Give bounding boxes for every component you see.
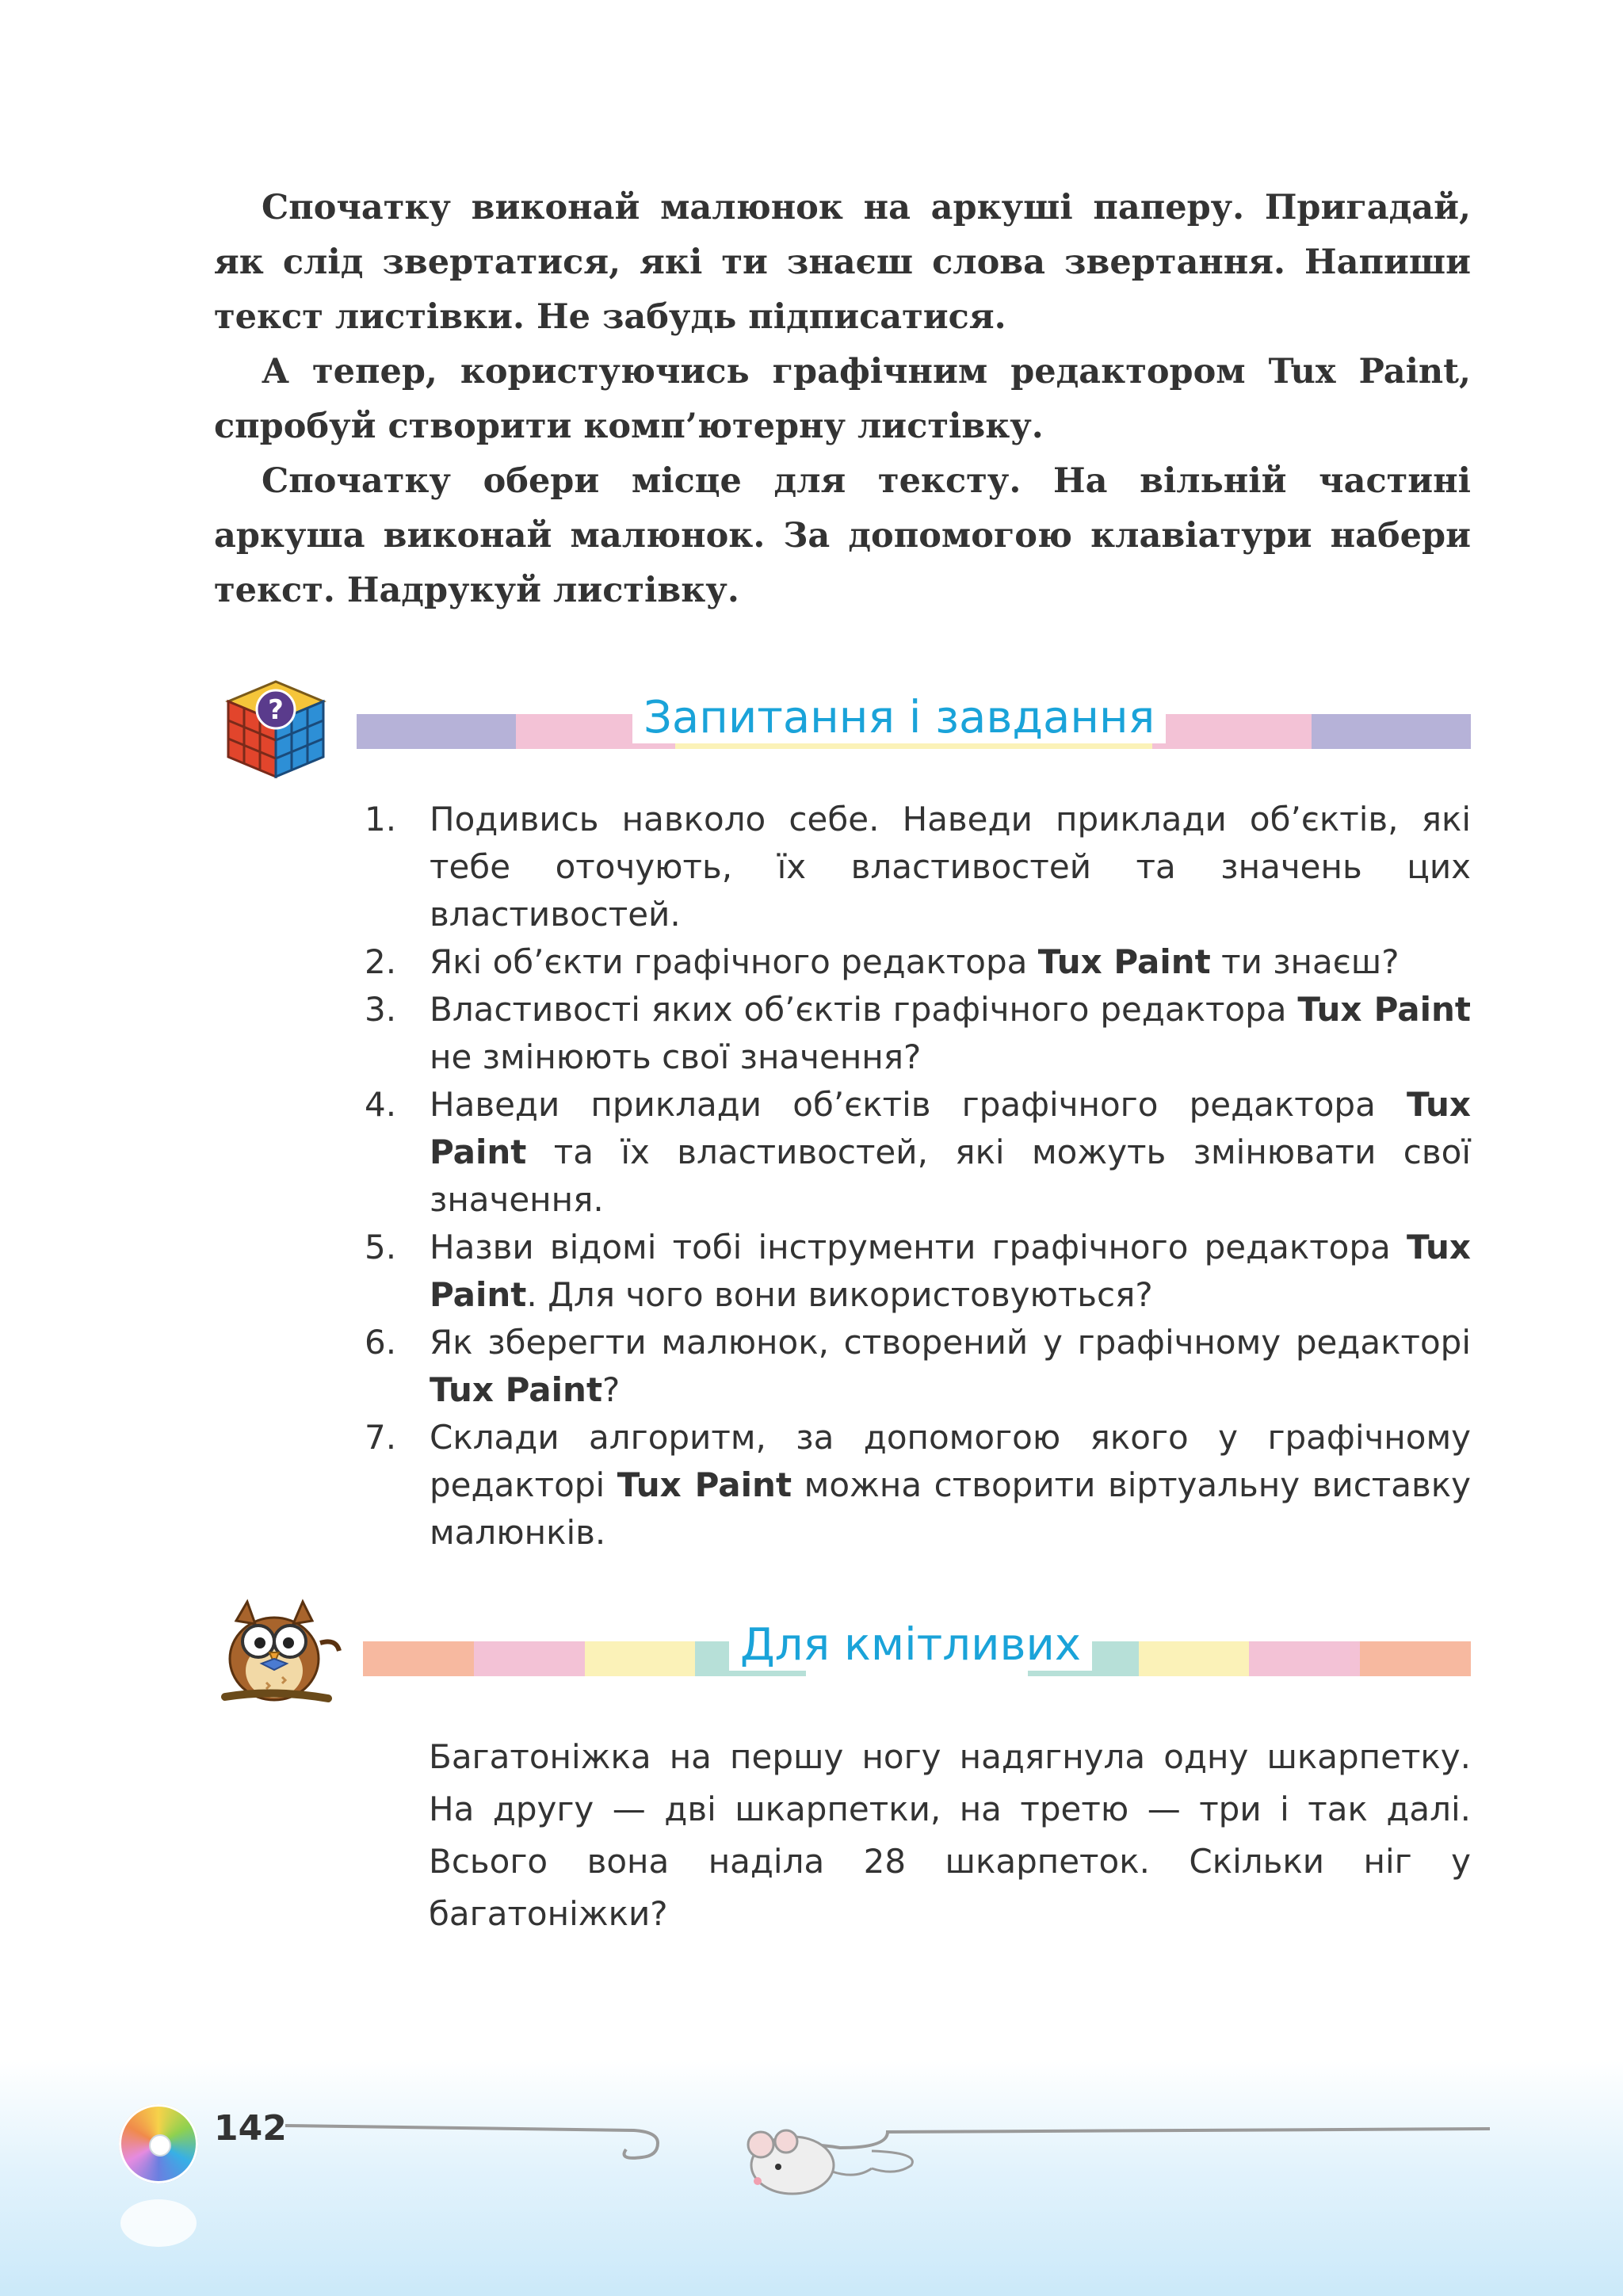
item-bold-text: Tux Paint	[430, 1085, 1471, 1171]
intro-paragraph: Спочатку обери місце для тексту. На вільній частині аркуша виконай малюнок. За допомогою клавіатури набери текст. Надрукуй листівку.	[214, 461, 1471, 610]
list-item	[365, 938, 1471, 986]
list-item	[365, 986, 1471, 1081]
item-text: Назви відомі тобі інструменти графічного редактора	[430, 1228, 1407, 1266]
item-text: Властивості яких об’єктів графічного редактора	[430, 990, 1298, 1029]
item-number: 6.	[365, 1323, 397, 1362]
intro-paragraph: Спочатку виконай малюнок на аркуші паперу. Пригадай, як слід звертатися, які ти знаєш слова звертання. Напиши текст листівки. Не забудь підписатися.	[214, 188, 1471, 337]
item-number: 3.	[365, 990, 397, 1029]
item-text: ?	[602, 1370, 621, 1409]
item-text: Наведи приклади об’єктів графічного редактора	[430, 1085, 1407, 1124]
intro-text	[214, 181, 1471, 618]
owl-icon	[209, 1595, 344, 1706]
item-bold-text: Tux Paint	[1037, 942, 1211, 981]
questions-list	[365, 796, 1471, 1557]
questions-section-title: Запитання і завдання	[632, 692, 1166, 743]
smart-section-header	[214, 1605, 1471, 1692]
item-bold-text: Tux Paint	[430, 1228, 1471, 1314]
item-text: Склади алгоритм, за допомогою якого у графічному редакторі	[430, 1418, 1471, 1504]
questions-section-header	[214, 678, 1471, 765]
list-item	[365, 796, 1471, 938]
list-item	[365, 1224, 1471, 1319]
item-number: 1.	[365, 800, 397, 839]
page-number: 142	[214, 2108, 287, 2149]
riddle-text: Багатоніжка на першу ногу надягнула одну шкарпетку. На другу — дві шкарпетки, на третю — три і так далі. Всього вона наділа 28 шкарпеток. Скільки ніг у багатоніжки?	[429, 1737, 1471, 1933]
item-text: Які об’єкти графічного редактора	[430, 942, 1038, 981]
item-number: 7.	[365, 1418, 397, 1457]
item-text: Як зберегти малюнок, створений у графічному редакторі	[430, 1323, 1471, 1362]
item-number: 5.	[365, 1228, 397, 1266]
list-item	[365, 1319, 1471, 1414]
smart-section-title: Для кмітливих	[729, 1619, 1092, 1671]
disc-reflection	[120, 2199, 197, 2247]
item-text: ти знаєш?	[1210, 942, 1400, 981]
item-text: не змінюють свої значення?	[430, 1037, 922, 1076]
list-item	[365, 1081, 1471, 1224]
list-item	[365, 1414, 1471, 1557]
item-text: та їх властивостей, які можуть змінювати свої значення.	[430, 1133, 1471, 1219]
item-text: Подивись навколо себе. Наведи приклади об’єктів, які тебе оточують, їх властивостей та значень цих властивостей.	[430, 800, 1471, 934]
intro-paragraph: А тепер, користуючись графічним редактором Tux Paint, спробуй створити комп’ютерну листівку.	[214, 352, 1471, 446]
item-number: 4.	[365, 1085, 397, 1124]
item-bold-text: Tux Paint	[430, 1370, 603, 1409]
item-bold-text: Tux Paint	[1297, 990, 1471, 1029]
mouse-icon	[285, 2116, 1490, 2211]
cd-disc-icon	[119, 2104, 198, 2183]
item-bold-text: Tux Paint	[617, 1465, 792, 1504]
svg-text:?: ?	[268, 694, 284, 726]
item-text: . Для чого вони використовуються?	[526, 1275, 1153, 1314]
item-text: можна створити віртуальну виставку малюнків.	[430, 1465, 1471, 1552]
rubiks-cube-question-icon	[220, 678, 331, 781]
item-number: 2.	[365, 942, 397, 981]
